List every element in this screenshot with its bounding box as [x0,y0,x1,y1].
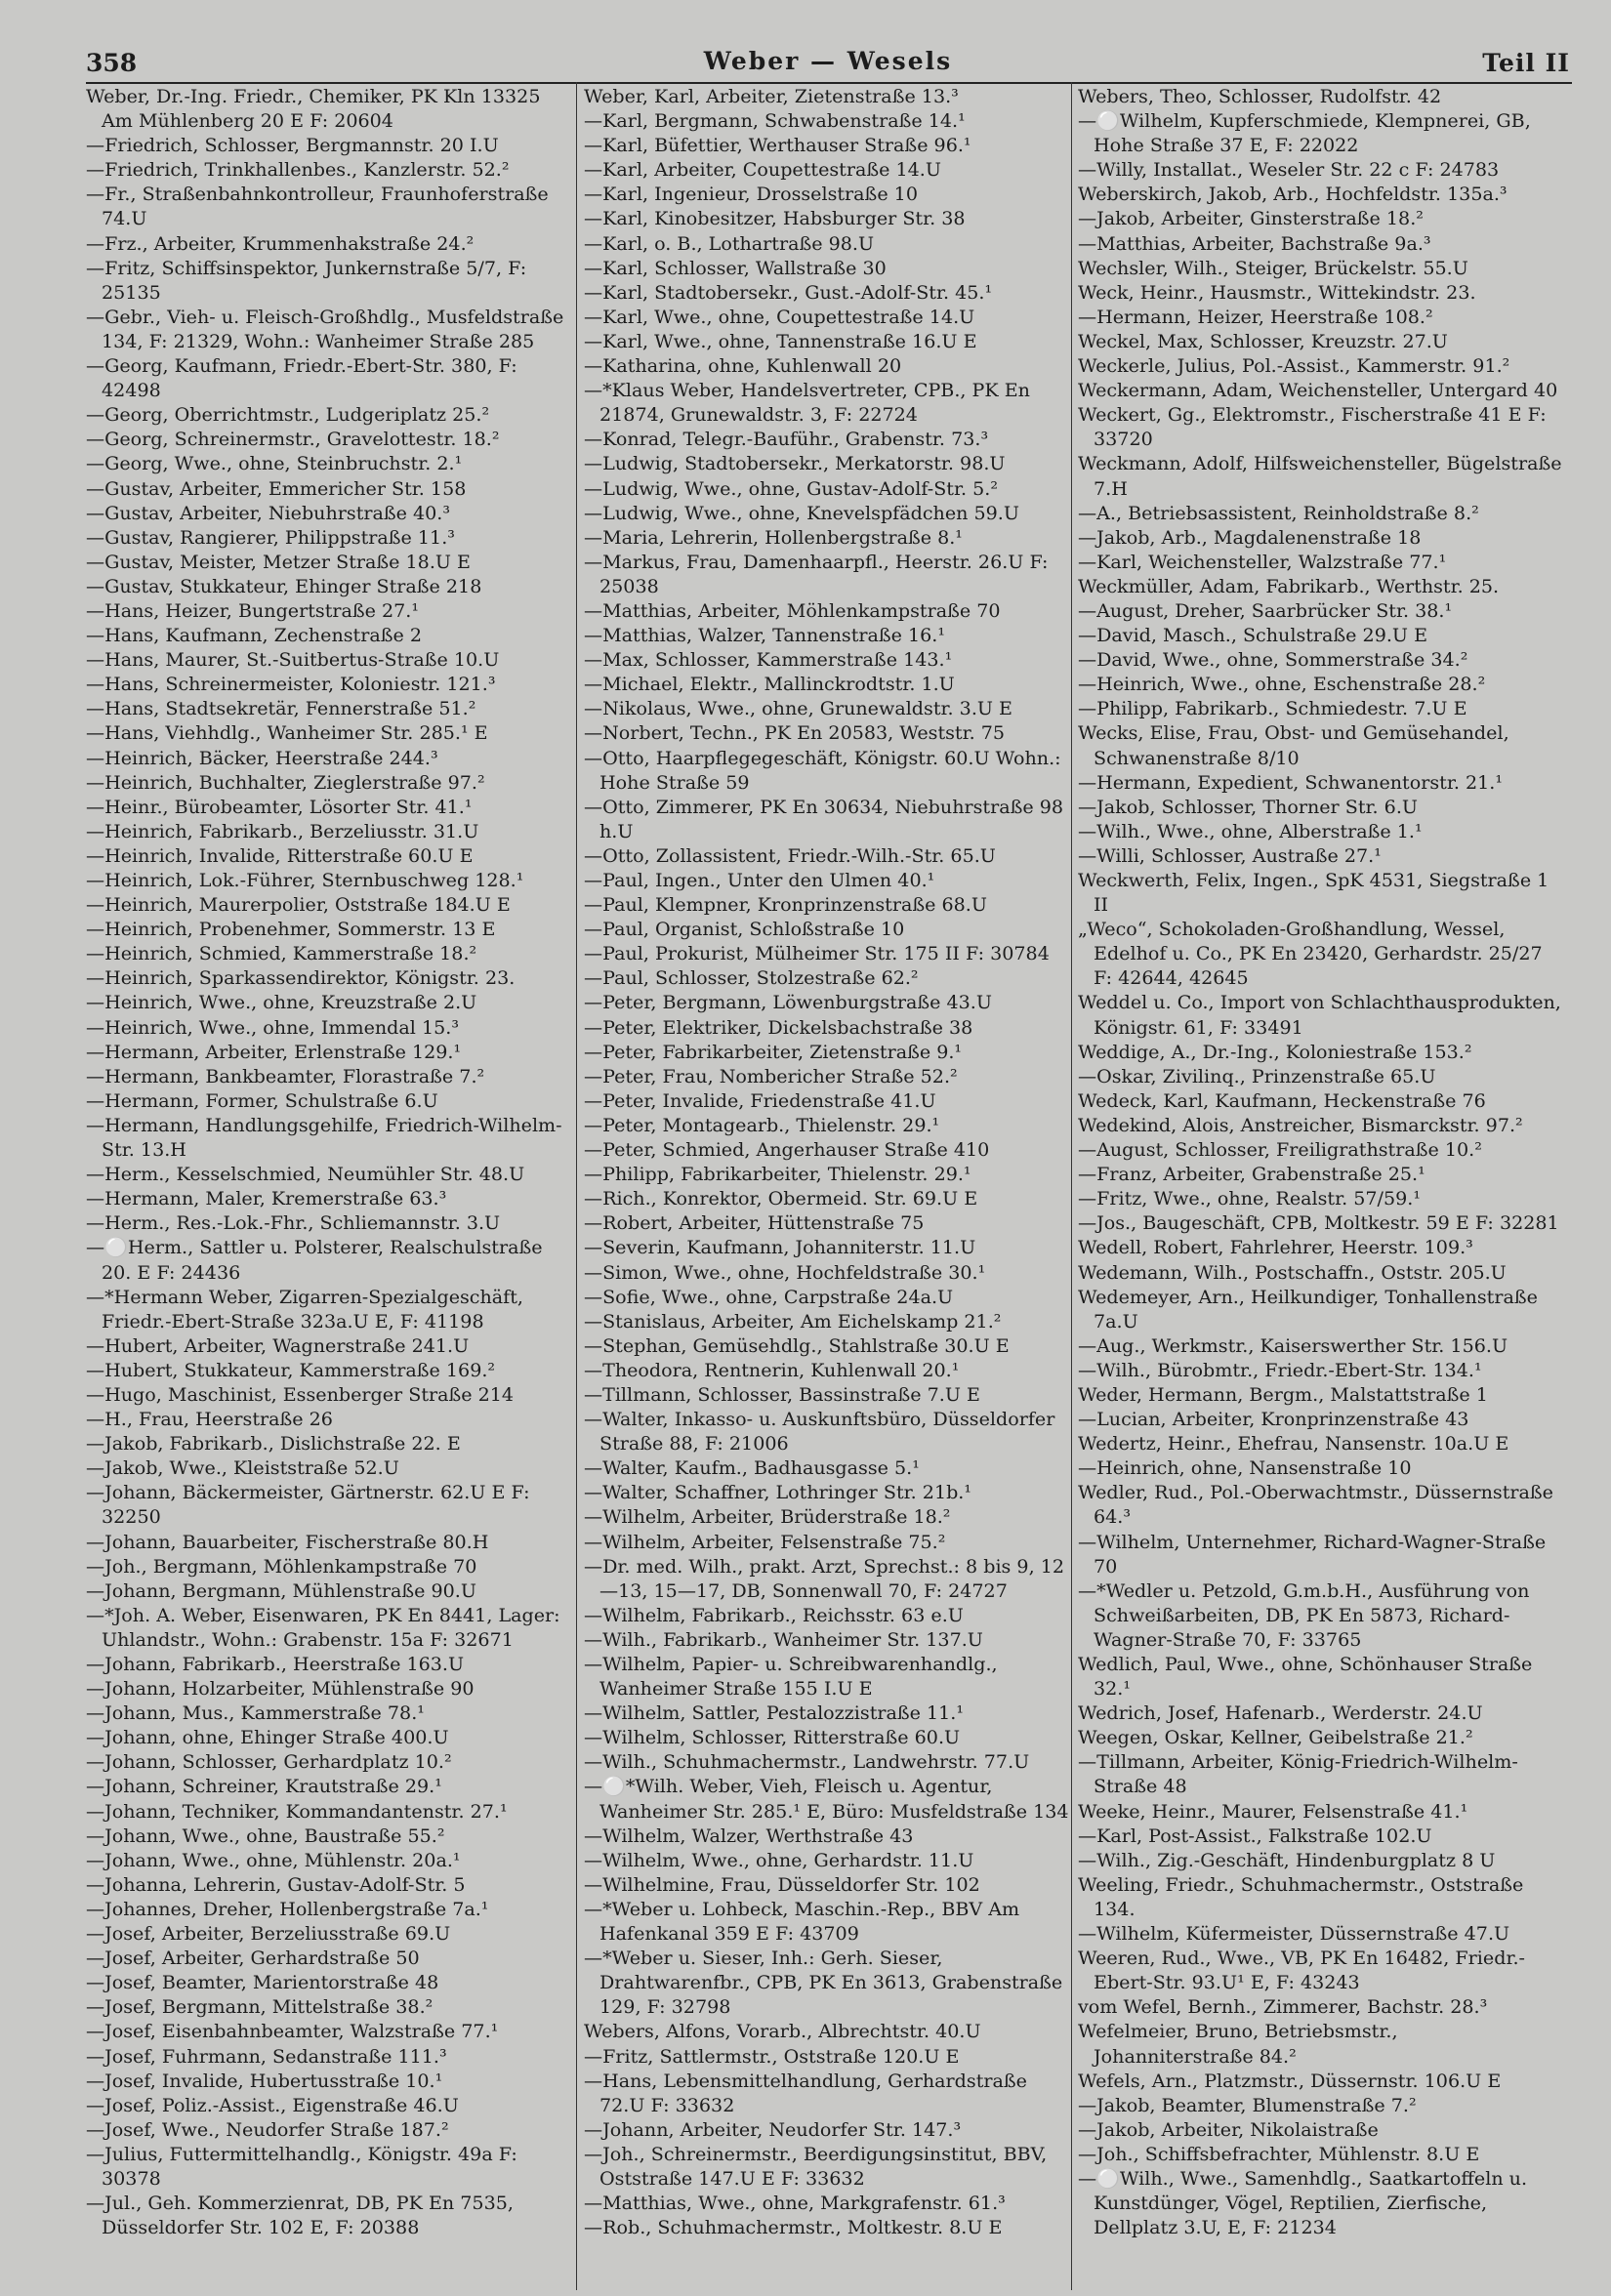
directory-entry: —Lucian, Arbeiter, Kronprinzenstraße 43 [1078,1408,1469,1431]
directory-entry: —Joh., Schreinermstr., Beerdigungsinstitut, BBV, Oststraße 147.U E F: 33632 [584,2142,1048,2190]
directory-entry: —Jos., Baugeschäft, CPB, Moltkestr. 59 E F: 32281 [1078,1211,1559,1235]
directory-entry: —Wilhelmine, Frau, Düsseldorfer Str. 102 [584,1872,980,1896]
directory-entry: Weegen, Oskar, Kellner, Geibelstraße 21.² [1078,1726,1473,1749]
directory-entry: —Gebr., Vieh- u. Fleisch-Großhdlg., Musfeldstraße 134, F: 21329, Wohn.: Wanheimer Straße 285 [86,305,564,352]
directory-entry: —Jakob, Fabrikarb., Dislichstraße 22. E [86,1432,461,1456]
directory-entry: —Hans, Lebensmittelhandlung, Gerhardstraße 72.U F: 33632 [584,2069,1027,2116]
directory-entry: —Aug., Werkmstr., Kaiserswerther Str. 156.U [1078,1333,1508,1357]
directory-entry: Weckmüller, Adam, Fabrikarb., Werthstr. 25. [1078,574,1500,597]
directory-entry: —Tillmann, Arbeiter, König-Friedrich-Wilhelm-Straße 48 [1078,1750,1518,1798]
directory-entry: Wedeck, Karl, Kaufmann, Heckenstraße 76 [1078,1088,1486,1112]
directory-entry: —Paul, Prokurist, Mülheimer Str. 175 II F: 30784 [584,942,1050,965]
directory-entry: —Fritz, Wwe., ohne, Realstr. 57/59.¹ [1078,1187,1422,1210]
directory-entry: —Gustav, Meister, Metzer Straße 18.U E [86,550,471,573]
directory-entry: Weckerle, Julius, Pol.-Assist., Kammerstr. 91.² [1078,354,1510,378]
directory-entry: —Fritz, Schiffsinspektor, Junkernstraße 5/7, F: 25135 [86,256,527,304]
directory-entry: —August, Schlosser, Freiligrathstraße 10.² [1078,1138,1482,1162]
directory-entry: —Wilh., Bürobmtr., Friedr.-Ebert-Str. 134.¹ [1078,1358,1482,1381]
directory-entry: —Friedrich, Trinkhallenbes., Kanzlerstr. 52.² [86,158,510,182]
directory-entry: —Wilhelm, Wwe., ohne, Gerhardstr. 11.U [584,1848,974,1871]
directory-entry: —Walter, Kaufm., Badhausgasse 5.¹ [584,1456,920,1480]
directory-entry: —Karl, Bergmann, Schwabenstraße 14.¹ [584,109,966,133]
directory-entry: —Hans, Viehhdlg., Wanheimer Str. 285.¹ E [86,721,488,745]
directory-entry: —Heinrich, Wwe., ohne, Eschenstraße 28.² [1078,673,1486,696]
directory-entry: —Hans, Schreinermeister, Koloniestr. 121.³ [86,673,496,696]
directory-entry: —Johann, Mus., Kammerstraße 78.¹ [86,1702,425,1725]
directory-entry: —Karl, o. B., Lothartraße 98.U [584,231,875,255]
directory-entry: —Peter, Invalide, Friedenstraße 41.U [584,1088,936,1112]
directory-entry: —Heinrich, Buchhalter, Zieglerstraße 97.² [86,770,485,794]
directory-entry: —Heinrich, Maurerpolier, Oststraße 184.U E [86,893,511,917]
directory-entry: —Ludwig, Wwe., ohne, Gustav-Adolf-Str. 5.² [584,476,998,500]
directory-entry: —Herm., Kesselschmied, Neumühler Str. 48.U [86,1163,525,1186]
directory-entry: —Johann, ohne, Ehinger Straße 400.U [86,1726,449,1749]
directory-entry: —Georg, Kaufmann, Friedr.-Ebert-Str. 380, F: 42498 [86,354,517,402]
directory-entry: Weberskirch, Jakob, Arb., Hochfeldstr. 135a.³ [1078,183,1508,206]
directory-entry: —Ludwig, Wwe., ohne, Knevelspfädchen 59.U [584,501,1019,524]
directory-entry: —Karl, Schlosser, Wallstraße 30 [584,256,887,279]
directory-entry: —Willi, Schlosser, Austraße 27.¹ [1078,843,1382,867]
directory-entry: —Peter, Montagearb., Thielenstr. 29.¹ [584,1113,940,1136]
directory-entry: —Georg, Schreinermstr., Gravelottestr. 18.² [86,428,500,451]
directory-entry: —Julius, Futtermittelhandlg., Königstr. 49a F: 30378 [86,2142,517,2190]
directory-entry: —Johann, Schlosser, Gerhardplatz 10.² [86,1750,452,1774]
directory-entry: —Norbert, Techn., PK En 20583, Weststr. 75 [584,721,1006,745]
directory-entry: —Josef, Arbeiter, Gerhardstraße 50 [86,1947,420,1970]
directory-entry: Wedekind, Alois, Anstreicher, Bismarckstr. 97.² [1078,1113,1523,1136]
directory-entry: —Josef, Fuhrmann, Sedanstraße 111.³ [86,2044,447,2068]
directory-entry: —Heinrich, Wwe., ohne, Immendal 15.³ [86,1015,459,1039]
directory-entry: —Heinrich, Bäcker, Heerstraße 244.³ [86,746,438,769]
directory-entry: —Oskar, Zivilinq., Prinzenstraße 65.U [1078,1064,1436,1087]
directory-entry: —Otto, Zollassistent, Friedr.-Wilh.-Str. 65.U [584,843,996,867]
directory-entry: Weckwerth, Felix, Ingen., SpK 4531, Siegstraße 1 II [1078,869,1549,917]
directory-entry: —Wilhelm, Unternehmer, Richard-Wagner-Straße 70 [1078,1530,1547,1578]
directory-entry: —Karl, Ingenieur, Drosselstraße 10 [584,183,918,206]
directory-entry: —Wilhelm, Schlosser, Ritterstraße 60.U [584,1726,961,1749]
column-divider [1071,82,1072,2290]
directory-entry: —Georg, Oberrichtmstr., Ludgeriplatz 25.² [86,403,490,427]
directory-entry: —Frz., Arbeiter, Krummenhakstraße 24.² [86,231,475,255]
directory-entry: —Katharina, ohne, Kuhlenwall 20 [584,354,902,378]
directory-entry: —Jul., Geh. Kommerzienrat, DB, PK En 7535, Düsseldorfer Str. 102 E, F: 20388 [86,2192,514,2239]
directory-entry: —Fr., Straßenbahnkontrolleur, Fraunhoferstraße 74.U [86,183,549,230]
directory-entry: —Peter, Bergmann, Löwenburgstraße 43.U [584,991,992,1014]
directory-entry: —Josef, Arbeiter, Berzeliusstraße 69.U [86,1922,451,1946]
directory-entry: —Joh., Schiffsbefrachter, Mühlenstr. 8.U E [1078,2142,1480,2165]
directory-entry: —*Weber u. Sieser, Inh.: Gerh. Sieser, Drahtwarenfbr., CPB, PK En 3613, Grabenstraße 129, F: 32798 [584,1947,1063,2019]
directory-entry: —Gustav, Stukkateur, Ehinger Straße 218 [86,574,482,597]
directory-entry: Wedrich, Josef, Hafenarb., Werderstr. 24.U [1078,1702,1483,1725]
directory-entry: —A., Betriebsassistent, Reinholdstraße 8.² [1078,501,1479,524]
part-label: Teil II [1482,49,1570,77]
directory-entry: —Johann, Bergmann, Mühlenstraße 90.U [86,1578,476,1602]
directory-entry: —Heinrich, Fabrikarb., Berzeliusstr. 31.U [86,819,479,842]
directory-entry: —Paul, Klempner, Kronprinzenstraße 68.U [584,893,987,917]
directory-entry: —David, Masch., Schulstraße 29.U E [1078,624,1428,647]
directory-entry: —Karl, Post-Assist., Falkstraße 102.U [1078,1824,1432,1847]
directory-entry: —Hermann, Heizer, Heerstraße 108.² [1078,305,1433,328]
directory-entry: —Nikolaus, Wwe., ohne, Grunewaldstr. 3.U E [584,697,1012,720]
directory-entry: —Wilh., Schuhmachermstr., Landwehrstr. 77.U [584,1750,1030,1774]
directory-entry: Weeren, Rud., Wwe., VB, PK En 16482, Friedr.-Ebert-Str. 93.U¹ E, F: 43243 [1078,1947,1525,1994]
directory-entry: —Peter, Fabrikarbeiter, Zietenstraße 9.¹ [584,1040,963,1063]
directory-entry: —Wilhelm, Papier- u. Schreibwarenhandlg., Wanheimer Straße 155 I.U E [584,1653,998,1701]
directory-entry: —Karl, Büfettier, Werthauser Straße 96.¹ [584,134,971,157]
directory-entry: —Peter, Schmied, Angerhauser Straße 410 [584,1138,990,1162]
directory-entry: —Jakob, Schlosser, Thorner Str. 6.U [1078,795,1418,818]
directory-entry: Weckel, Max, Schlosser, Kreuzstr. 27.U [1078,329,1448,352]
directory-entry: —Tillmann, Schlosser, Bassinstraße 7.U E [584,1382,980,1406]
directory-entry: —Hermann, Arbeiter, Erlenstraße 129.¹ [86,1040,462,1063]
directory-entry: —Maria, Lehrerin, Hollenbergstraße 8.¹ [584,525,963,549]
directory-entry: —Hugo, Maschinist, Essenberger Straße 214 [86,1382,515,1406]
directory-entry: —Johann, Techniker, Kommandantenstr. 27.¹ [86,1799,508,1823]
directory-entry: Webers, Theo, Schlosser, Rudolfstr. 42 [1078,85,1442,107]
directory-entry: —H., Frau, Heerstraße 26 [86,1408,333,1431]
directory-entry: —Herm., Res.-Lok.-Fhr., Schliemannstr. 3.U [86,1211,501,1235]
directory-entry: —Michael, Elektr., Mallinckrodtstr. 1.U [584,673,955,696]
directory-entry: —Karl, Kinobesitzer, Habsburger Str. 38 [584,207,966,230]
directory-entry: —Wilhelm, Sattler, Pestalozzistraße 11.¹ [584,1702,965,1725]
directory-entry: Wechsler, Wilh., Steiger, Brückelstr. 55.U [1078,256,1468,279]
directory-entry: „Weco“, Schokoladen-Großhandlung, Wessel, Edelhof u. Co., PK En 23420, Gerhardstr. 25/27 F: 42644, 42645 [1078,918,1543,990]
directory-entry: —Paul, Schlosser, Stolzestraße 62.² [584,966,919,990]
directory-entry: —Wilhelm, Fabrikarb., Reichsstr. 63 e.U [584,1603,964,1626]
directory-entry: —Johann, Wwe., ohne, Baustraße 55.² [86,1824,445,1847]
directory-entry: Weder, Hermann, Bergm., Malstattstraße 1 [1078,1382,1488,1406]
directory-entry: —⚪Herm., Sattler u. Polsterer, Realschulstraße 20. E F: 24436 [86,1236,543,1284]
directory-entry: —Robert, Arbeiter, Hüttenstraße 75 [584,1211,925,1235]
directory-entry: —Johann, Fabrikarb., Heerstraße 163.U [86,1653,465,1675]
directory-entry: —Matthias, Arbeiter, Bachstraße 9a.³ [1078,231,1431,255]
directory-entry: —Rich., Konrektor, Obermeid. Str. 69.U E [584,1187,978,1210]
directory-entry: —*Joh. A. Weber, Eisenwaren, PK En 8441, Lager: Uhlandstr., Wohn.: Grabenstr. 15a F: 32671 [86,1603,560,1651]
directory-entry: —Josef, Invalide, Hubertusstraße 10.¹ [86,2069,443,2092]
directory-entry: —Konrad, Telegr.-Bauführ., Grabenstr. 73.³ [584,428,989,451]
directory-entry: —Simon, Wwe., ohne, Hochfeldstraße 30.¹ [584,1260,986,1284]
directory-entry: —Karl, Stadtobersekr., Gust.-Adolf-Str. 45.¹ [584,280,993,304]
directory-entry: Weeling, Friedr., Schuhmachermstr., Oststraße 134. [1078,1872,1524,1920]
directory-entry: Wedler, Rud., Pol.-Oberwachtmstr., Düssernstraße 64.³ [1078,1481,1553,1529]
directory-entry: —Karl, Arbeiter, Coupettestraße 14.U [584,158,941,182]
directory-entry: —Markus, Frau, Damenhaarpfl., Heerstr. 26.U F: 25038 [584,550,1049,597]
directory-entry: —Ludwig, Stadtobersekr., Merkatorstr. 98.U [584,452,1006,475]
directory-entry: —Heinrich, Invalide, Ritterstraße 60.U E [86,843,474,867]
directory-entry: Weeke, Heinr., Maurer, Felsenstraße 41.¹ [1078,1799,1468,1823]
directory-entry: —Severin, Kaufmann, Johanniterstr. 11.U [584,1236,976,1259]
directory-entry: —Willy, Installat., Weseler Str. 22 c F: 24783 [1078,158,1500,182]
directory-entry: —*Hermann Weber, Zigarren-Spezialgeschäft, Friedr.-Ebert-Straße 323a.U E, F: 41198 [86,1285,523,1332]
directory-entry: —*Wedler u. Petzold, G.m.b.H., Ausführung von Schweißarbeiten, DB, PK En 5873, Richard-Wagner-Straße 70, F: 33765 [1078,1578,1530,1651]
directory-entry: —Johann, Holzarbeiter, Mühlenstraße 90 [86,1677,475,1701]
directory-entry: —Philipp, Fabrikarbeiter, Thielenstr. 29.¹ [584,1163,971,1186]
directory-entry: Weber, Dr.-Ing. Friedr., Chemiker, PK Kln 13325 Am Mühlenberg 20 E F: 20604 [86,85,541,133]
directory-entry: —Josef, Eisenbahnbeamter, Walzstraße 77.¹ [86,2020,499,2043]
directory-entry: —Johann, Schreiner, Krautstraße 29.¹ [86,1775,442,1798]
directory-entry: —Jakob, Arbeiter, Nikolaistraße [1078,2117,1379,2141]
directory-entry: —Peter, Elektriker, Dickelsbachstraße 38 [584,1015,973,1039]
directory-entry: —Karl, Wwe., ohne, Tannenstraße 16.U E [584,329,977,352]
directory-entry: —Gustav, Arbeiter, Emmericher Str. 158 [86,476,467,500]
directory-entry: —Heinrich, Lok.-Führer, Sternbuschweg 128.¹ [86,869,524,891]
directory-entry: —Jakob, Arb., Magdalenenstraße 18 [1078,525,1422,549]
directory-entry: —⚪*Wilh. Weber, Vieh, Fleisch u. Agentur, Wanheimer Str. 285.¹ E, Büro: Musfeldstraße 134 [584,1775,1069,1823]
directory-entry: —Jakob, Arbeiter, Ginsterstraße 18.² [1078,207,1424,230]
directory-entry: —Paul, Ingen., Unter den Ulmen 40.¹ [584,869,935,891]
column-middle [584,84,1069,2239]
directory-entry: Wefels, Arn., Platzmstr., Düssernstr. 106.U E [1078,2069,1502,2092]
directory-entry: —Wilh., Zig.-Geschäft, Hindenburgplatz 8 U [1078,1848,1496,1871]
directory-entry: Wecks, Elise, Frau, Obst- und Gemüsehandel, Schwanenstraße 8/10 [1078,721,1509,769]
directory-entry: —Paul, Organist, Schloßstraße 10 [584,918,905,941]
directory-entry: —August, Dreher, Saarbrücker Str. 38.¹ [1078,598,1453,622]
directory-entry: —Peter, Frau, Nombericher Straße 52.² [584,1064,958,1087]
directory-entry: Wedlich, Paul, Wwe., ohne, Schönhauser Straße 32.¹ [1078,1653,1533,1701]
directory-entry: —Hans, Maurer, St.-Suitbertus-Straße 10.U [86,648,500,672]
directory-entry: —Georg, Wwe., ohne, Steinbruchstr. 2.¹ [86,452,463,475]
directory-entry: —David, Wwe., ohne, Sommerstraße 34.² [1078,648,1468,672]
directory-entry: —Otto, Zimmerer, PK En 30634, Niebuhrstraße 98 h.U [584,795,1064,842]
directory-entry: —Heinrich, ohne, Nansenstraße 10 [1078,1456,1412,1480]
directory-entry: —Johann, Bauarbeiter, Fischerstraße 80.H [86,1530,489,1553]
directory-entry: —Rob., Schuhmachermstr., Moltkestr. 8.U E [584,2216,1003,2239]
directory-entry: —Matthias, Wwe., ohne, Markgrafenstr. 61.³ [584,2192,1006,2215]
directory-entry: Wedertz, Heinr., Ehefrau, Nansenstr. 10a.U E [1078,1432,1509,1456]
directory-entry: —Josef, Wwe., Neudorfer Straße 187.² [86,2117,449,2141]
directory-entry: Wedemann, Wilh., Postschaffn., Oststr. 205.U [1078,1260,1507,1284]
directory-entry: Wedemeyer, Arn., Heilkundiger, Tonhallenstraße 7a.U [1078,1285,1538,1332]
directory-entry: —Hans, Kaufmann, Zechenstraße 2 [86,624,423,647]
directory-entry: —Jakob, Beamter, Blumenstraße 7.² [1078,2093,1417,2116]
directory-entry: —Matthias, Arbeiter, Möhlenkampstraße 70 [584,598,1001,622]
directory-entry: —*Weber u. Lohbeck, Maschin.-Rep., BBV Am Hafenkanal 359 E F: 43709 [584,1897,1020,1946]
directory-entry: —Hans, Heizer, Bungertstraße 27.¹ [86,598,420,622]
directory-entry: —Heinrich, Wwe., ohne, Kreuzstraße 2.U [86,991,477,1014]
directory-entry: —Gustav, Rangierer, Philippstraße 11.³ [86,525,455,549]
directory-entry: —Wilhelm, Küfermeister, Düssernstraße 47.U [1078,1922,1510,1946]
directory-entry: —Heinrich, Probenehmer, Sommerstr. 13 E [86,918,496,941]
directory-entry: —Josef, Poliz.-Assist., Eigenstraße 46.U [86,2093,459,2116]
directory-entry: Weddel u. Co., Import von Schlachthausprodukten, Königstr. 61, F: 33491 [1078,991,1561,1039]
directory-entry: —Max, Schlosser, Kammerstraße 143.¹ [584,648,953,672]
page-number: 358 [86,49,138,77]
directory-entry: —Philipp, Fabrikarb., Schmiedestr. 7.U E [1078,697,1467,720]
directory-entry: —Gustav, Arbeiter, Niebuhrstraße 40.³ [86,501,451,524]
column-left [86,84,571,2239]
directory-entry: Webers, Alfons, Vorarb., Albrechtstr. 40.U [584,2020,981,2043]
directory-entry: —Wilhelm, Arbeiter, Brüderstraße 18.² [584,1505,951,1529]
column-divider [576,82,577,2290]
directory-entry: —Johann, Arbeiter, Neudorfer Str. 147.³ [584,2117,962,2141]
directory-entry: —Heinrich, Sparkassendirektor, Königstr. 23. [86,966,516,990]
directory-entry: —⚪Wilhelm, Kupferschmiede, Klempnerei, GB, Hohe Straße 37 E, F: 22022 [1078,109,1531,157]
directory-entry: —Johann, Bäckermeister, Gärtnerstr. 62.U E F: 32250 [86,1481,530,1529]
directory-entry: —Johann, Wwe., ohne, Mühlenstr. 20a.¹ [86,1848,461,1871]
directory-entry: —Otto, Haarpflegegeschäft, Königstr. 60.U Wohn.: Hohe Straße 59 [584,746,1061,794]
directory-entry: —Stephan, Gemüsehdlg., Stahlstraße 30.U E [584,1333,1010,1357]
directory-entry: —Heinr., Bürobeamter, Lösorter Str. 41.¹ [86,795,473,818]
directory-entry: —Sofie, Wwe., ohne, Carpstraße 24a.U [584,1285,954,1308]
directory-entry: Weddige, A., Dr.-Ing., Koloniestraße 153.² [1078,1040,1472,1063]
directory-entry: —Wilhelm, Arbeiter, Felsenstraße 75.² [584,1530,946,1553]
directory-entry: —Johannes, Dreher, Hollenbergstraße 7a.¹ [86,1897,489,1920]
directory-entry: Weber, Karl, Arbeiter, Zietenstraße 13.³ [584,85,959,107]
directory-entry: —Hubert, Arbeiter, Wagnerstraße 241.U [86,1333,470,1357]
directory-entry: —Walter, Schaffner, Lothringer Str. 21b.¹ [584,1481,972,1504]
directory-entry: —Joh., Bergmann, Möhlenkampstraße 70 [86,1554,477,1578]
directory-entry: Wedell, Robert, Fahrlehrer, Heerstr. 109.³ [1078,1236,1473,1259]
directory-entry: —Josef, Bergmann, Mittelstraße 38.² [86,1995,434,2019]
directory-entry: —Josef, Beamter, Marientorstraße 48 [86,1971,439,1994]
directory-entry: —Karl, Weichensteller, Walzstraße 77.¹ [1078,550,1447,573]
page-title: Weber — Wesels [703,47,953,75]
directory-entry: —Dr. med. Wilh., prakt. Arzt, Sprechst.: 8 bis 9, 12—13, 15—17, DB, Sonnenwall 70, F: 24727 [584,1554,1065,1602]
directory-entry: —Hubert, Stukkateur, Kammerstraße 169.² [86,1358,496,1381]
directory-entry: Weck, Heinr., Hausmstr., Wittekindstr. 23. [1078,280,1476,304]
directory-entry: —Fritz, Sattlermstr., Oststraße 120.U E [584,2044,960,2068]
directory-entry: —Hermann, Expedient, Schwanentorstr. 21.¹ [1078,770,1504,794]
directory-entry: Weckermann, Adam, Weichensteller, Untergard 40 [1078,379,1558,402]
directory-entry: Wefelmeier, Bruno, Betriebsmstr., Johanniterstraße 84.² [1078,2020,1398,2068]
column-right [1078,84,1563,2239]
directory-entry: Weckert, Gg., Elektromstr., Fischerstraße 41 E F: 33720 [1078,403,1547,451]
directory-entry: Weckmann, Adolf, Hilfsweichensteller, Bügelstraße 7.H [1078,452,1562,500]
directory-entry: —Jakob, Wwe., Kleiststraße 52.U [86,1456,399,1480]
directory-entry: —Walter, Inkasso- u. Auskunftsbüro, Düsseldorfer Straße 88, F: 21006 [584,1408,1055,1456]
directory-entry: —Karl, Wwe., ohne, Coupettestraße 14.U [584,305,975,328]
directory-entry: —Hermann, Former, Schulstraße 6.U [86,1088,438,1112]
directory-entry: —Hans, Stadtsekretär, Fennerstraße 51.² [86,697,476,720]
directory-entry: —Wilh., Fabrikarb., Wanheimer Str. 137.U [584,1627,983,1651]
directory-entry: —Hermann, Maler, Kremerstraße 63.³ [86,1187,447,1210]
directory-entry: —Hermann, Bankbeamter, Florastraße 7.² [86,1064,485,1087]
directory-entry: —Matthias, Walzer, Tannenstraße 16.¹ [584,624,946,647]
directory-entry: —Wilh., Wwe., ohne, Alberstraße 1.¹ [1078,819,1423,842]
directory-entry: —Heinrich, Schmied, Kammerstraße 18.² [86,942,477,965]
directory-entry: —Theodora, Rentnerin, Kuhlenwall 20.¹ [584,1358,960,1381]
directory-entry: —*Klaus Weber, Handelsvertreter, CPB., PK En 21874, Grunewaldstr. 3, F: 22724 [584,379,1030,427]
directory-entry: vom Wefel, Bernh., Zimmerer, Bachstr. 28.³ [1078,1995,1488,2019]
directory-entry: —Franz, Arbeiter, Grabenstraße 25.¹ [1078,1163,1425,1186]
directory-entry: —Johanna, Lehrerin, Gustav-Adolf-Str. 5 [86,1872,466,1896]
directory-entry: —Stanislaus, Arbeiter, Am Eichelskamp 21.² [584,1309,1002,1332]
directory-entry: —Hermann, Handlungsgehilfe, Friedrich-Wilhelm-Str. 13.H [86,1113,562,1162]
directory-entry: —⚪Wilh., Wwe., Samenhdlg., Saatkartoffeln u. Kunstdünger, Vögel, Reptilien, Zierfische, Dellplatz 3.U, E, F: 21234 [1078,2166,1528,2239]
directory-entry: —Friedrich, Schlosser, Bergmannstr. 20 I.U [86,134,499,157]
directory-entry: —Wilhelm, Walzer, Werthstraße 43 [584,1824,914,1847]
